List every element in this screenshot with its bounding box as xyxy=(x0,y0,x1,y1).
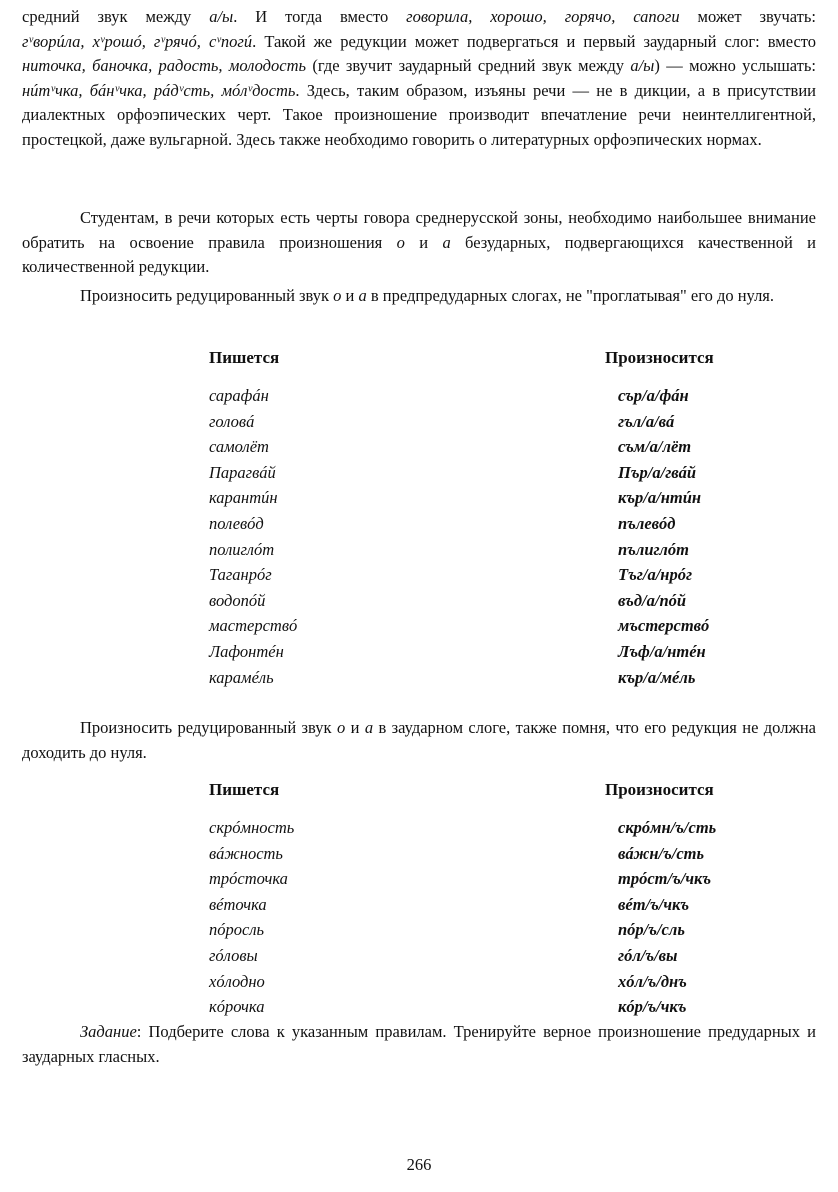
table2-header-written: Пишется xyxy=(209,780,280,799)
word-pronounced: гóл/ъ/вы xyxy=(618,945,678,965)
word-pronounced: мъстерствó xyxy=(618,616,710,636)
word-written: Лафонтéн xyxy=(209,641,284,661)
page-number: 266 xyxy=(406,1155,432,1174)
word-pronounced: сър/а/фáн xyxy=(618,386,689,405)
text-block: Студентам, в речи которых есть черты говора среднерусской зоны, необходимо наибольшее внимание обратить на освоение правила произношения о и а безударных, подвергающихся качественной и количественной редукции. xyxy=(22,208,816,277)
word-pronounced: пълиглóт xyxy=(618,539,689,559)
word-written: вéточка xyxy=(209,894,267,914)
word-pronounced: кър/а/нтúн xyxy=(618,488,702,508)
text-block: Произносить редуцированный звук о и а в заударном слоге, также помня, что его редукция не должна доходить до нуля. xyxy=(22,718,816,762)
paragraph-dialect-reduction xyxy=(22,5,816,153)
word-written: хóлодно xyxy=(209,971,265,991)
text-block: Задание: Подберите слова к указанным правилам. Тренируйте верное произношение предударных и заударных гласных. xyxy=(22,1022,816,1066)
word-written: полиглóт xyxy=(209,539,275,559)
text-block: гᵛворúла, хᵛрошó, гᵛрячó, сᵛпогú. Такой же редукции может подвергаться и первый заударный слог: вместо ниточка, баночка, радость, молодость (где звучит заударный средний звук между а/ы) — можно услышать: нúтᵛчка, бáнᵛчка, рáдᵛсть, мóлᵛдость. Здесь, таким образом, изъяны речи — не в дикции, а в присутствии диалектных орфоэпических черт. Такое произношение производит впечатление речи неинтеллигентной, простецкой, даже вульгарной. Здесь также необходимо говорить о литературных орфоэпических нормах. xyxy=(22,31,817,149)
word-pronounced: гъл/а/вá xyxy=(618,411,675,431)
table1-header-written: Пишется xyxy=(209,348,280,367)
word-pronounced: пълевóд xyxy=(618,513,676,533)
table1-written-column xyxy=(209,383,297,690)
paragraph-rule-pretonic xyxy=(22,284,816,309)
table1-header-pronounced: Произносится xyxy=(605,348,714,367)
word-written: гóловы xyxy=(209,945,258,965)
word-written: трóсточка xyxy=(209,869,288,889)
word-written: кóрочка xyxy=(209,997,265,1017)
word-written: водопóй xyxy=(209,590,266,610)
word-pronounced: кóр/ъ/чкъ xyxy=(618,997,687,1017)
word-pronounced: вáжн/ъ/сть xyxy=(618,843,705,863)
word-written: карантúн xyxy=(209,488,278,508)
word-pronounced: кър/а/мéль xyxy=(618,667,696,687)
word-written: вáжность xyxy=(209,843,283,863)
word-pronounced: въд/а/пóй xyxy=(618,590,687,610)
word-written: полевóд xyxy=(209,513,264,533)
paragraph-rule-posttonic xyxy=(22,716,816,765)
text-block: Произносить редуцированный звук о и а в предпредударных слогах, не "проглатывая" его до нуля. xyxy=(80,286,775,305)
word-written: карамéль xyxy=(209,667,274,687)
word-written: Таганрóг xyxy=(209,565,272,585)
word-pronounced: пóр/ъ/сль xyxy=(618,920,685,940)
word-written: скрóмность xyxy=(209,818,295,837)
table2-written-column xyxy=(209,815,294,1020)
word-pronounced: Лъф/а/нтéн xyxy=(618,641,706,661)
word-pronounced: съм/а/лёт xyxy=(618,437,692,457)
word-pronounced: хóл/ъ/днъ xyxy=(618,971,687,991)
word-pronounced: трóст/ъ/чкъ xyxy=(618,869,712,889)
table2-header-pronounced: Произносится xyxy=(605,780,714,799)
word-pronounced: Тъг/а/нрóг xyxy=(618,565,693,585)
word-written: мастерствó xyxy=(209,616,298,636)
text-line: средний звук между а/ы. И тогда вместо говорила, хорошо, горячо, сапоги может звучать: xyxy=(22,7,816,26)
word-pronounced: скрóмн/ъ/сть xyxy=(618,818,717,837)
word-written: головá xyxy=(209,411,255,431)
word-written: сарафáн xyxy=(209,386,269,405)
assignment-label: Задание xyxy=(80,1022,137,1041)
paragraph-assignment xyxy=(22,1020,816,1069)
table2-pronounced-column xyxy=(618,815,716,1020)
word-written: самолёт xyxy=(209,437,269,457)
word-written: Парагвáй xyxy=(209,462,276,482)
paragraph-students-advice xyxy=(22,206,816,280)
word-pronounced: вéт/ъ/чкъ xyxy=(618,894,690,914)
table1-pronounced-column xyxy=(618,383,709,690)
word-written: пóросль xyxy=(209,920,265,940)
word-pronounced: Пър/а/гвáй xyxy=(618,462,697,482)
